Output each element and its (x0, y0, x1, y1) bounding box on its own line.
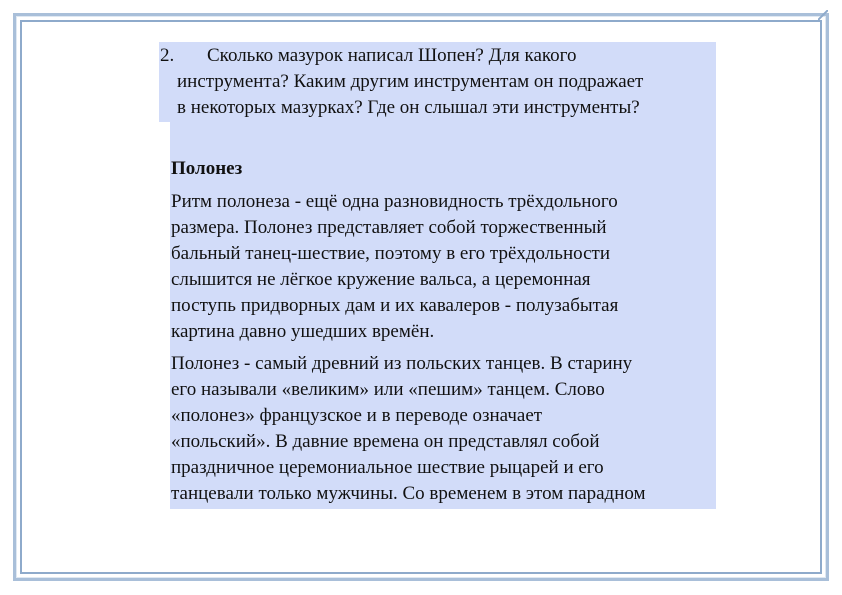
question-number: 2. (160, 45, 175, 66)
paragraph-2-line: «полонез» французское и в переводе означает (171, 405, 543, 426)
paragraph-1-line: слышится не лёгкое кружение вальса, а церемонная (171, 269, 591, 290)
section-heading: Полонез (171, 158, 243, 179)
paragraph-2-line: праздничное церемониальное шествие рыцарей и его (171, 457, 604, 478)
paragraph-1-line: поступь придворных дам и их кавалеров - полузабытая (171, 295, 619, 316)
paragraph-1-line: Ритм полонеза - ещё одна разновидность трёхдольного (171, 191, 618, 212)
paragraph-1-line: бальный танец-шествие, поэтому в его трёхдольности (171, 243, 610, 264)
question-line-2: инструмента? Каким другим инструментам он подражает (177, 71, 644, 92)
paragraph-2-line: Полонез - самый древний из польских танцев. В старину (171, 353, 633, 374)
paragraph-2-line: его называли «великим» или «пешим» танцем. Слово (171, 379, 605, 400)
question-line-3: в некоторых мазурках? Где он слышал эти инструменты? (177, 97, 640, 118)
frame-corner-decoration (818, 10, 828, 20)
question-line-1: Сколько мазурок написал Шопен? Для какого (207, 45, 577, 66)
paragraph-1-line: размера. Полонез представляет собой торжественный (171, 217, 607, 238)
paragraph-1-line: картина давно ушедших времён. (171, 321, 435, 342)
paragraph-2-line: танцевали только мужчины. Со временем в этом парадном (171, 483, 646, 504)
paragraph-2-line: «польский». В давние времена он представлял собой (171, 431, 600, 452)
